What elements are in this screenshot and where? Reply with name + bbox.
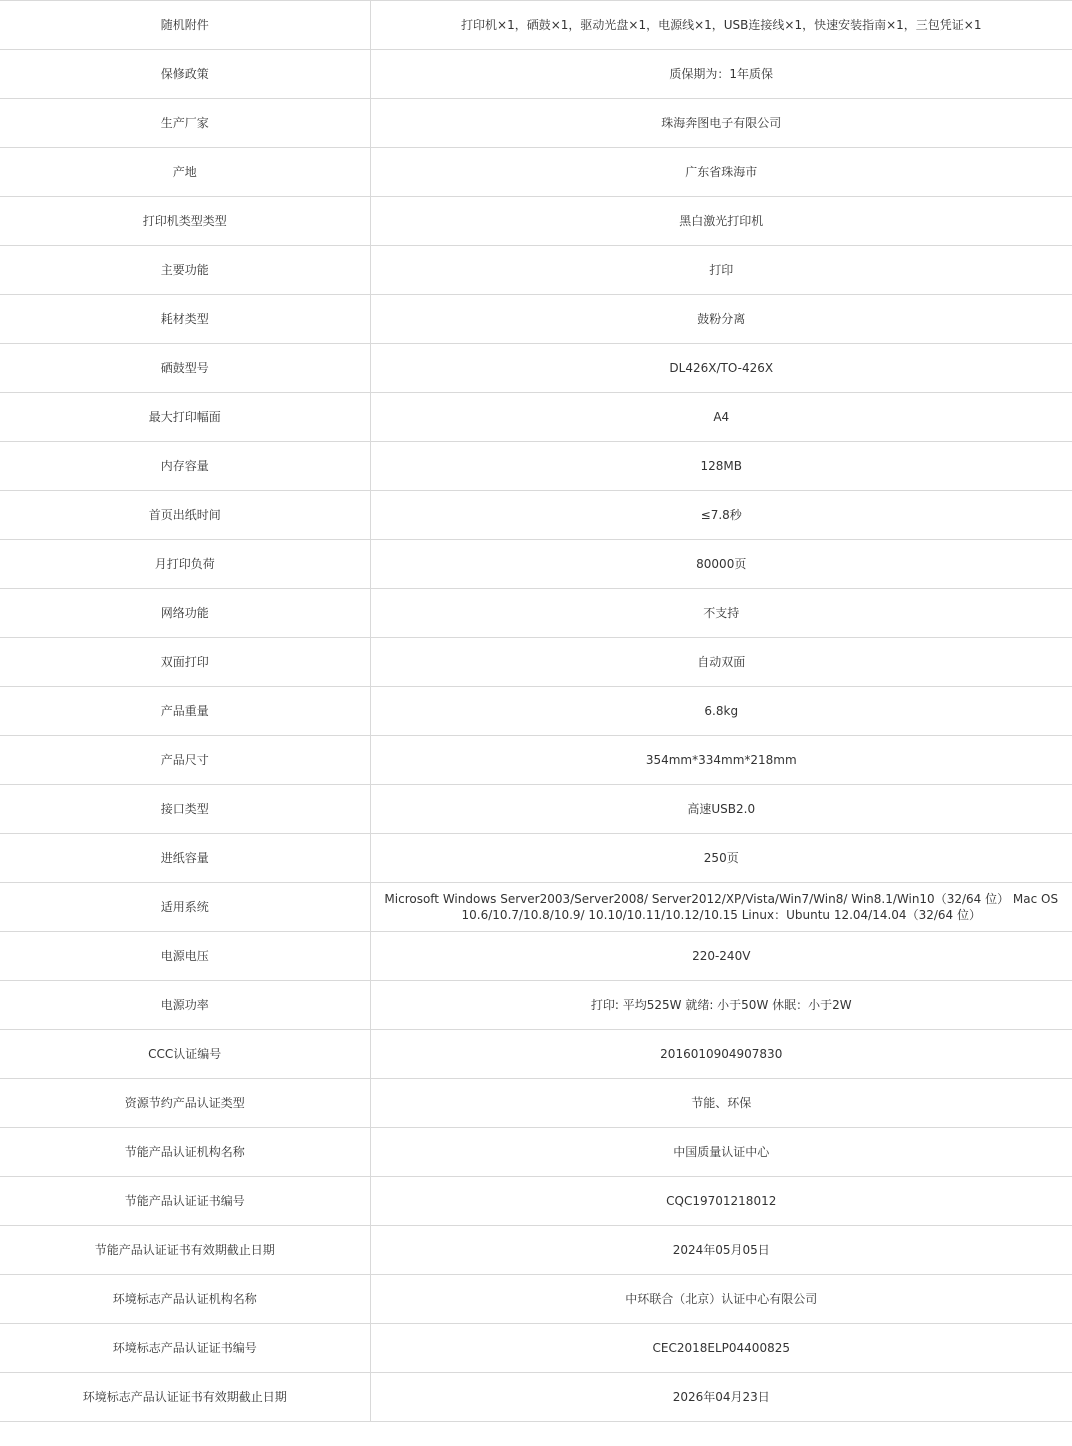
spec-label: 资源节约产品认证类型 [0,1079,370,1128]
spec-value: 打印机×1，硒鼓×1，驱动光盘×1，电源线×1，USB连接线×1，快速安装指南×1，三包凭证×1 [370,1,1072,50]
spec-row [0,1373,1072,1422]
spec-row [0,1079,1072,1128]
spec-label: 节能产品认证证书编号 [0,1177,370,1226]
spec-row [0,589,1072,638]
spec-value: A4 [370,393,1072,442]
spec-value: 250页 [370,834,1072,883]
spec-row [0,981,1072,1030]
spec-row [0,246,1072,295]
spec-value: 鼓粉分离 [370,295,1072,344]
spec-value: 广东省珠海市 [370,148,1072,197]
spec-label: 电源功率 [0,981,370,1030]
spec-label: 接口类型 [0,785,370,834]
spec-value: 6.8kg [370,687,1072,736]
spec-value: 打印: 平均525W 就绪: 小于50W 休眠：小于2W [370,981,1072,1030]
spec-label: 生产厂家 [0,99,370,148]
spec-label: 电源电压 [0,932,370,981]
spec-value: 2026年04月23日 [370,1373,1072,1422]
spec-label: 产地 [0,148,370,197]
spec-value: DL426X/TO-426X [370,344,1072,393]
spec-value: 节能、环保 [370,1079,1072,1128]
spec-value: ≤7.8秒 [370,491,1072,540]
spec-row [0,1128,1072,1177]
spec-label: 硒鼓型号 [0,344,370,393]
spec-value: 中国质量认证中心 [370,1128,1072,1177]
spec-label: 环境标志产品认证证书有效期截止日期 [0,1373,370,1422]
spec-value: 质保期为：1年质保 [370,50,1072,99]
spec-row [0,148,1072,197]
spec-label: 产品重量 [0,687,370,736]
spec-label: 产品尺寸 [0,736,370,785]
spec-label: CCC认证编号 [0,1030,370,1079]
spec-label: 节能产品认证证书有效期截止日期 [0,1226,370,1275]
spec-value: Microsoft Windows Server2003/Server2008/ Server2012/XP/Vista/Win7/Win8/ Win8.1/Win10（32/64 位） Mac OS 10.6/10.7/10.8/10.9/ 10.10/10.11/10.12/10.15 Linux：Ubuntu 12.04/14.04（32/64 位） [370,883,1072,932]
spec-label: 环境标志产品认证机构名称 [0,1275,370,1324]
spec-row [0,491,1072,540]
spec-value: 2024年05月05日 [370,1226,1072,1275]
spec-label: 内存容量 [0,442,370,491]
spec-row [0,1275,1072,1324]
spec-label: 适用系统 [0,883,370,932]
spec-row [0,50,1072,99]
spec-value: 80000页 [370,540,1072,589]
spec-label: 最大打印幅面 [0,393,370,442]
spec-row [0,834,1072,883]
spec-row [0,687,1072,736]
spec-row [0,197,1072,246]
spec-value: 354mm*334mm*218mm [370,736,1072,785]
spec-row [0,1324,1072,1373]
spec-label: 首页出纸时间 [0,491,370,540]
spec-label: 网络功能 [0,589,370,638]
spec-value: 高速USB2.0 [370,785,1072,834]
spec-label: 随机附件 [0,1,370,50]
spec-row [0,1030,1072,1079]
spec-table-body [0,1,1072,1422]
spec-row [0,295,1072,344]
spec-row [0,932,1072,981]
spec-row [0,99,1072,148]
spec-value: CQC19701218012 [370,1177,1072,1226]
spec-label: 主要功能 [0,246,370,295]
spec-label: 双面打印 [0,638,370,687]
spec-row [0,883,1072,932]
spec-row [0,1,1072,50]
spec-label: 打印机类型类型 [0,197,370,246]
spec-row [0,344,1072,393]
spec-value: 2016010904907830 [370,1030,1072,1079]
spec-value: 自动双面 [370,638,1072,687]
spec-value: CEC2018ELP04400825 [370,1324,1072,1373]
spec-label: 环境标志产品认证证书编号 [0,1324,370,1373]
spec-row [0,442,1072,491]
spec-row [0,540,1072,589]
spec-row [0,638,1072,687]
spec-label: 节能产品认证机构名称 [0,1128,370,1177]
spec-label: 耗材类型 [0,295,370,344]
spec-value: 珠海奔图电子有限公司 [370,99,1072,148]
spec-row [0,393,1072,442]
spec-value: 220-240V [370,932,1072,981]
spec-value: 中环联合（北京）认证中心有限公司 [370,1275,1072,1324]
spec-row [0,1177,1072,1226]
spec-value: 128MB [370,442,1072,491]
spec-value: 黑白激光打印机 [370,197,1072,246]
spec-value: 打印 [370,246,1072,295]
spec-label: 保修政策 [0,50,370,99]
spec-label: 月打印负荷 [0,540,370,589]
spec-row [0,1226,1072,1275]
spec-row [0,736,1072,785]
spec-label: 进纸容量 [0,834,370,883]
spec-row [0,785,1072,834]
spec-value: 不支持 [370,589,1072,638]
